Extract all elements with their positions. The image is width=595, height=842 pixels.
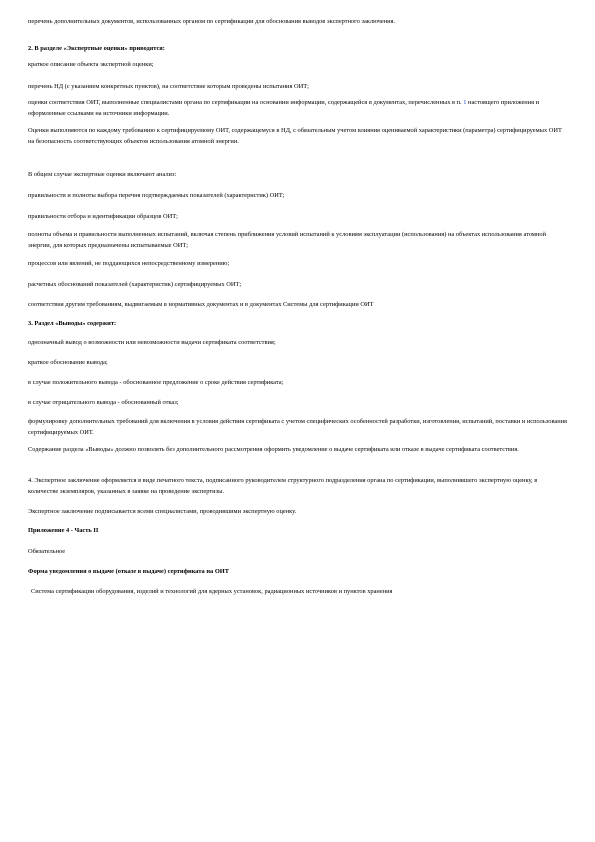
appendix-mandatory-label: Обязательное: [28, 548, 66, 555]
list-item-brief-justification: краткое обоснование вывода;: [28, 359, 108, 366]
list-item-positive-conclusion: в случае положительного вывода - обоснованное предложение о сроке действия сертификата;: [28, 379, 284, 386]
list-item-negative-conclusion: в случае отрицательного вывода - обоснованный отказ;: [28, 399, 179, 406]
list-item-object-description: краткое описание объекта экспертной оценки;: [28, 61, 154, 68]
clause-1-link[interactable]: 1: [463, 99, 467, 106]
conformity-assessments-text-start: оценки соответствия ОИТ, выполненные специалистами органа по сертификации на основании информации, содержащейся в документах, перечисленных в п.: [28, 99, 462, 106]
list-item-unmeasurable-processes: процессов или явлений, не поддающихся непосредственному измерению;: [28, 260, 230, 267]
list-item-test-completeness: полноты объема и правильности выполненных испытаний, включая степень приближения условий испытаний к условиям эксплуатации (использования) на объектах использования атомной энергии, для которых предназначены испытываемые ОИТ;: [28, 231, 546, 249]
list-item-nd-list: перечень НД (с указанием конкретных пунктов), на соответствие которым проведены испытания ОИТ;: [28, 83, 309, 90]
paragraph-assessment-requirements: Оценки выполняются по каждому требованию к сертифицируемому ОИТ, содержащемуся в НД, с обязательным учетом влияния оцениваемой характеристики (параметра) сертифицируемых ОИТ на безопасность соответствующих объектов использования атомной энергии.: [28, 127, 562, 145]
paragraph-analysis-intro: В общем случае экспертные оценки включают анализ:: [28, 171, 177, 178]
list-item-additional-requirements: формулировку дополнительных требований для включения в условия действия сертификата с учетом специфических особенностей разработки, изготовления, испытаний, поставки и использования сертифицируемых ОИТ.: [28, 418, 568, 436]
form-title: Форма уведомления о выдаче (отказе в выдаче) сертификата на ОИТ: [28, 568, 230, 575]
list-item-conformity-assessments: [28, 97, 568, 119]
paragraph-signatures: Экспертное заключение подписывается всеми специалистами, проводившими экспертную оценку.: [28, 508, 297, 515]
section-heading-expert-assessments: 2. В разделе «Экспертные оценки» приводятся:: [28, 45, 165, 52]
list-item-indicator-selection: правильности и полноты выбора перечня подтверждаемых показателей (характеристик) ОИТ;: [28, 192, 285, 199]
paragraph-conclusion-format: 4. Экспертное заключение оформляется в виде печатного текста, подписанного руководителем структурного подразделения органа по сертификации, выполнившего экспертную оценку, в количестве экземпляров, указанных в заявке на проведение экспертизы.: [28, 477, 538, 495]
conformity-assessments-text-end: настоящего приложения и оформленные ссылками на источники информации.: [28, 99, 540, 117]
list-item-other-requirements: соответствия другим требованиям, выдвигаемым в нормативных документах и в документах Системы для сертификации ОИТ: [28, 301, 374, 308]
list-item-calculated-justifications: расчетных обоснований показателей (характеристик) сертифицируемых ОИТ;: [28, 281, 242, 288]
paragraph-additional-documents: перечень дополнительных документов, использованных органом по сертификации для обоснования выводов экспертного заключения.: [28, 18, 396, 25]
certification-system-name: Система сертификации оборудования, изделий и технологий для ядерных установок, радиационных источников и пунктов хранения: [31, 588, 393, 595]
section-heading-conclusions: 3. Раздел «Выводы» содержит:: [28, 320, 117, 327]
list-item-unambiguous-conclusion: однозначный вывод о возможности или невозможности выдачи сертификата соответствия;: [28, 339, 276, 346]
list-item-sample-selection: правильности отбора и идентификации образцов ОИТ;: [28, 213, 178, 220]
appendix-title: Приложение 4 - Часть II: [28, 527, 99, 534]
paragraph-conclusions-content: Содержание раздела «Выводы» должно позволять без дополнительного рассмотрения оформить уведомление о выдаче сертификата или отказе в выдаче сертификата соответствия.: [28, 446, 519, 453]
